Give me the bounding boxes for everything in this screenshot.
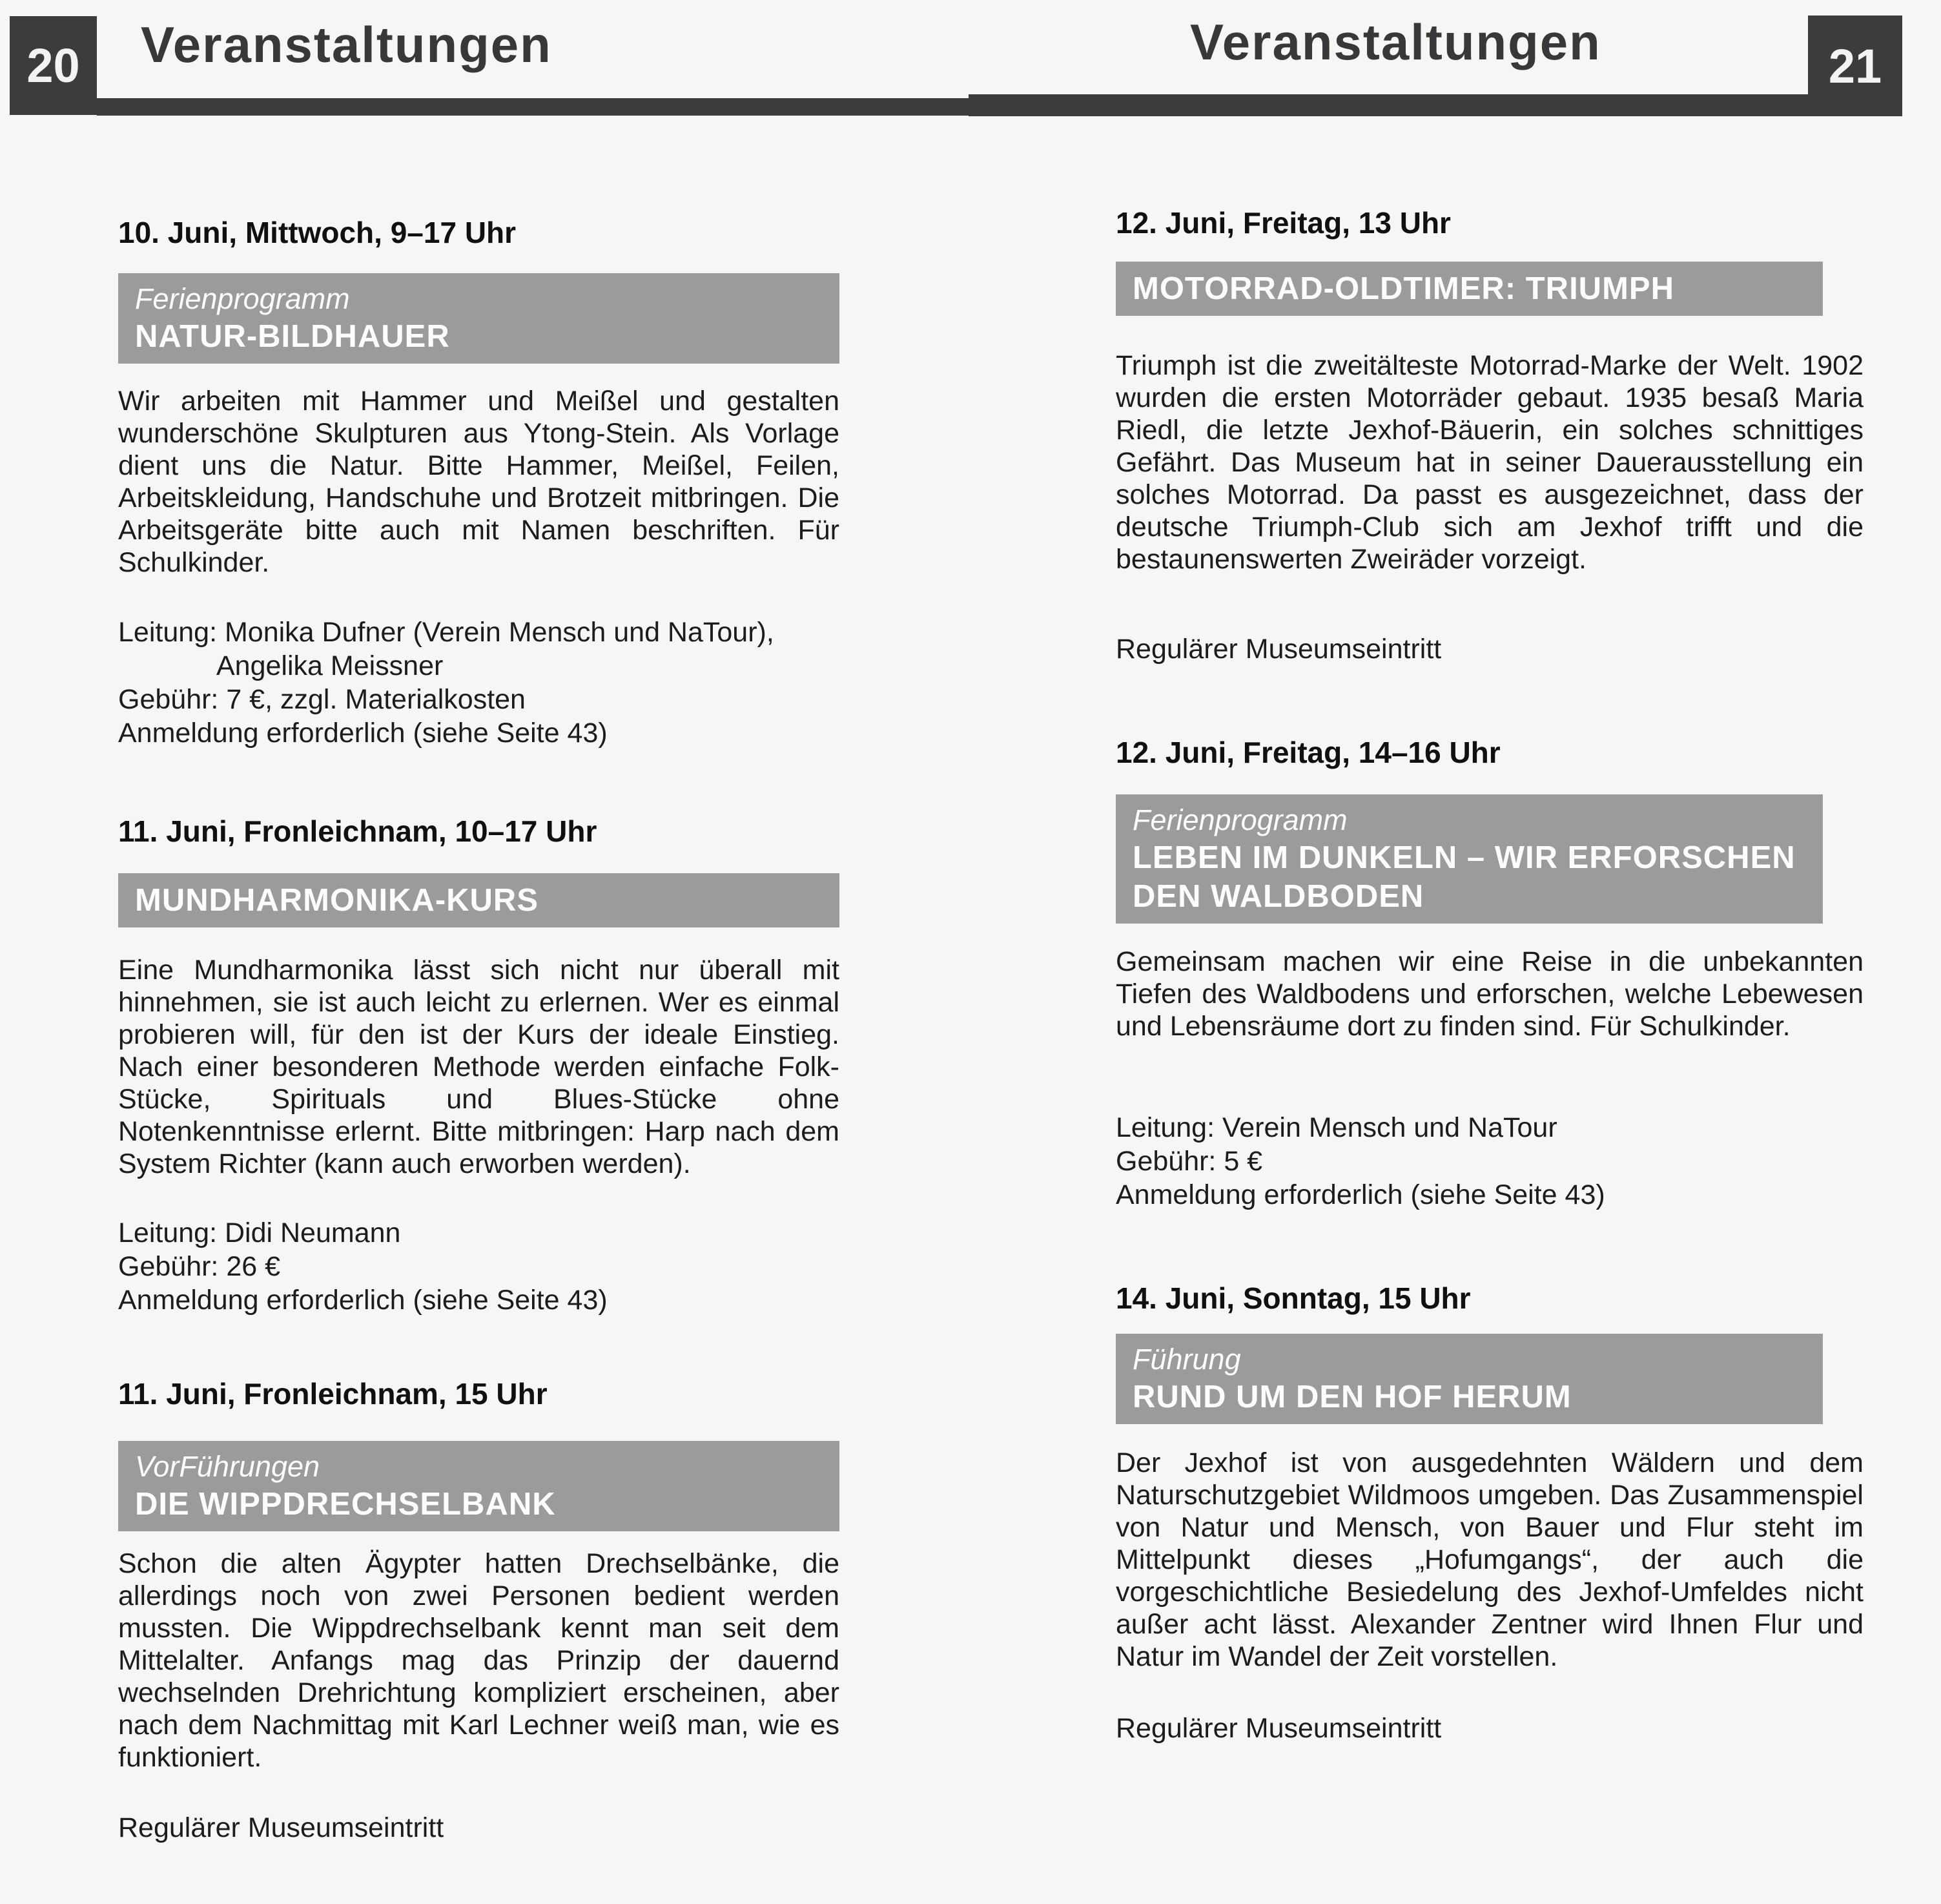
event-description: Eine Mundharmonika lässt sich nicht nur überall mit hinnehmen, sie ist auch leicht zu erlernen. Wer es einmal probieren will, für den ist der Kurs der ideale Einstieg. Nach einer besonderen Methode werden einfache Folk-Stücke, Spirituals und Blues-Stücke ohne Notenkenntnisse erlernt. Bitte mitbringen: Harp nach dem System Richter (kann auch erworben werden). xyxy=(118,955,839,1179)
event-title: RUND UM DEN HOF HERUM xyxy=(1133,1380,1572,1414)
event-date: 14. Juni, Sonntag, 15 Uhr xyxy=(1116,1281,1471,1315)
event-title: MUNDHARMONIKA-KURS xyxy=(135,883,539,918)
event-date: 10. Juni, Mittwoch, 9–17 Uhr xyxy=(118,216,517,249)
event-date: 11. Juni, Fronleichnam, 15 Uhr xyxy=(118,1377,548,1411)
detail-line: Gebühr: 26 € xyxy=(118,1251,281,1282)
event-description: Triumph ist die zweitälteste Motorrad-Marke der Welt. 1902 wurden die ersten Motorräder gebaut. 1935 besaß Maria Riedl, die letzte Jexhof-Bäuerin, ein solches schnittiges Gefährt. Das Museum hat in seiner Dauerausstellung ein solches Motorrad. Da passt es ausgezeichnet, dass der deutsche Triumph-Club sich am Jexhof trifft und die bestaunenswerten Zweiräder vorzeigt. xyxy=(1116,350,1864,575)
detail-line: Gebühr: 7 €, zzgl. Materialkosten xyxy=(118,684,526,715)
detail-line: Leitung: Monika Dufner (Verein Mensch und NaTour), xyxy=(118,617,774,648)
event-description: Schon die alten Ägypter hatten Drechselbänke, die allerdings noch von zwei Personen bedient werden mussten. Die Wippdrechselbank kennt man seit dem Mittelalter. Anfangs mag das Prinzip der dauernd wechselnden Drehrichtung kompliziert erscheinen, aber nach dem Nachmittag mit Karl Lechner weiß man, wie es funktioniert. xyxy=(118,1548,839,1773)
event-date: 11. Juni, Fronleichnam, 10–17 Uhr xyxy=(118,814,597,848)
detail-line: Angelika Meissner xyxy=(216,650,444,681)
museum-admission-note: Regulärer Museumseintritt xyxy=(1116,634,1442,665)
event-title: MOTORRAD-OLDTIMER: TRIUMPH xyxy=(1133,271,1674,306)
detail-line: Anmeldung erforderlich (siehe Seite 43) xyxy=(1116,1179,1605,1210)
event-details xyxy=(118,616,839,750)
event-title-band xyxy=(1116,262,1823,316)
detail-line: Anmeldung erforderlich (siehe Seite 43) xyxy=(118,1285,608,1316)
event-category-label: VorFührungen xyxy=(135,1450,320,1483)
museum-admission-note: Regulärer Museumseintritt xyxy=(118,1812,444,1843)
event-category-label: Ferienprogramm xyxy=(1133,803,1348,836)
page-header-title-left: Veranstaltungen xyxy=(141,16,552,73)
event-category-label: Ferienprogramm xyxy=(135,282,350,315)
event-details xyxy=(1116,1111,1864,1212)
event-description: Gemeinsam machen wir eine Reise in die unbekannten Tiefen des Waldbodens und erforschen, welche Lebewesen und Lebensräume dort zu finden sind. Für Schulkinder. xyxy=(1116,946,1864,1042)
event-title-band xyxy=(118,273,839,364)
event-date: 12. Juni, Freitag, 13 Uhr xyxy=(1116,206,1451,240)
page-number-badge-left: 20 xyxy=(10,16,97,115)
event-description: Wir arbeiten mit Hammer und Meißel und gestalten wunderschöne Skulpturen aus Ytong-Stein. Als Vorlage dient uns die Natur. Bitte Hammer, Meißel, Feilen, Arbeitskleidung, Handschuhe und Brotzeit mitbringen. Die Arbeitsgeräte bitte auch mit Namen beschriften. Für Schulkinder. xyxy=(118,386,839,578)
event-date: 12. Juni, Freitag, 14–16 Uhr xyxy=(1116,736,1501,769)
event-title-band xyxy=(1116,1334,1823,1424)
detail-line: Leitung: Verein Mensch und NaTour xyxy=(1116,1112,1557,1143)
event-title-band xyxy=(118,1441,839,1531)
event-details xyxy=(118,1216,839,1317)
event-title: LEBEN IM DUNKELN – WIR ERFORSCHEN DEN WALDBODEN xyxy=(1133,840,1796,914)
header-rule-right xyxy=(969,94,1809,116)
page-number-badge-right: 21 xyxy=(1808,16,1902,116)
event-description: Der Jexhof ist von ausgedehnten Wäldern und dem Naturschutzgebiet Wildmoos umgeben. Das Zusammenspiel von Natur und Mensch, von Bauer und Flur steht im Mittelpunkt dieses „Hofumgangs“, der auch die vorgeschichtliche Besiedelung des Jexhof-Umfeldes nicht außer acht lässt. Alexander Zentner wird Ihnen Flur und Natur im Wandel der Zeit vorstellen. xyxy=(1116,1447,1864,1672)
museum-admission-note: Regulärer Museumseintritt xyxy=(1116,1713,1442,1744)
event-title-band xyxy=(1116,794,1823,924)
detail-line: Anmeldung erforderlich (siehe Seite 43) xyxy=(118,718,608,749)
event-title: NATUR-BILDHAUER xyxy=(135,319,450,354)
page-header-title-right: Veranstaltungen xyxy=(1190,14,1601,70)
detail-line: Leitung: Didi Neumann xyxy=(118,1217,401,1248)
detail-line: Gebühr: 5 € xyxy=(1116,1146,1263,1177)
event-title: DIE WIPPDRECHSELBANK xyxy=(135,1487,556,1522)
header-rule-left xyxy=(97,98,998,116)
event-category-label: Führung xyxy=(1133,1343,1241,1376)
event-title-band xyxy=(118,873,839,927)
